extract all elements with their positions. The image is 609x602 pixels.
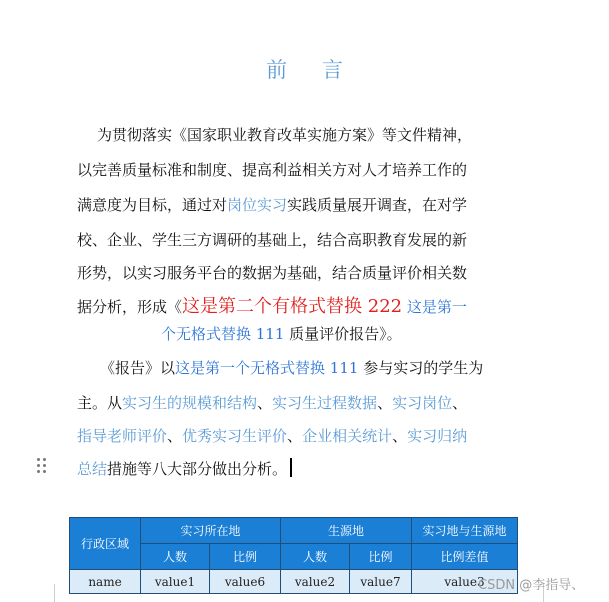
paragraph-line (161, 323, 603, 344)
text-run-highlight: 指导老师评价 (77, 427, 168, 445)
drag-handle-icon[interactable] (37, 458, 47, 474)
table-cell[interactable]: value7 (350, 570, 412, 594)
text-run-highlight: 实习岗位 (392, 394, 453, 412)
unformatted-replacement: 这是第一个无格式替换 111 (175, 359, 359, 377)
table-header-row (70, 518, 518, 544)
text-run: 、 (257, 394, 273, 412)
paragraph-line (77, 194, 519, 215)
text-run: 措施等八大部分做出分析。 (107, 460, 288, 478)
table-cell[interactable]: value1 (141, 570, 210, 594)
statistics-table[interactable] (69, 517, 518, 594)
text-run: 满意度为目标，通过对 (77, 196, 228, 214)
page-corner-mark (54, 584, 55, 602)
text-run-highlight: 实习归纳 (407, 427, 468, 445)
header-region: 行政区域 (70, 518, 141, 570)
paragraph-line (97, 124, 539, 145)
text-run-highlight: 优秀实习生评价 (182, 427, 288, 445)
text-run: 主。从 (77, 394, 123, 412)
text-run: 《报告》以 (100, 359, 176, 377)
table-row[interactable] (70, 570, 518, 594)
paragraph-line (77, 292, 519, 318)
table-cell[interactable]: value6 (210, 570, 281, 594)
text-run: 校、企业、学生三方调研的基础上，结合高职教育发展的新 (77, 231, 468, 249)
paragraph-line (77, 262, 519, 283)
header-count: 人数 (141, 544, 210, 570)
header-diff-ratio: 比例差值 (412, 544, 518, 570)
header-source: 生源地 (281, 518, 412, 544)
table-cell[interactable]: value3 (412, 570, 518, 594)
paragraph-line (77, 392, 519, 413)
text-run-highlight: 企业相关统计 (302, 427, 393, 445)
table-cell[interactable]: name (70, 570, 141, 594)
header-ratio: 比例 (210, 544, 281, 570)
header-count: 人数 (281, 544, 350, 570)
table-cell[interactable]: value2 (281, 570, 350, 594)
text-run: 参与实习的学生为 (358, 359, 484, 377)
text-run: 据分析，形成《 (77, 298, 183, 316)
text-run-highlight: 岗位实习 (227, 196, 288, 214)
text-run: 、 (452, 394, 468, 412)
text-run-highlight: 总结 (77, 460, 108, 478)
text-run: 、 (287, 427, 303, 445)
unformatted-replacement: 个无格式替换 111 (161, 325, 285, 343)
text-run: 以完善质量标准和制度、提高利益相关方对人才培养工作的 (77, 161, 468, 179)
text-cursor[interactable] (290, 458, 292, 477)
text-run: 质量评价报告》。 (284, 325, 402, 343)
formatted-replacement: 这是第二个有格式替换 222 (182, 296, 403, 317)
text-run: 为贯彻落实《国家职业教育改革实施方案》等文件精神， (97, 126, 473, 144)
text-run: 、 (392, 427, 408, 445)
text-run: 实践质量展开调查，在对学 (287, 196, 468, 214)
text-run: 形势，以实习服务平台的数据为基础，结合质量评价相关数 (77, 264, 468, 282)
paragraph-line (100, 357, 542, 378)
page-title: 前 言 (266, 58, 357, 82)
text-run-highlight: 实习生的规模和结构 (122, 394, 258, 412)
watermark: CSDN @李指导、 (478, 578, 585, 593)
header-location: 实习所在地 (141, 518, 281, 544)
paragraph-line (77, 159, 519, 180)
text-run-highlight: 实习生过程数据 (272, 394, 378, 412)
header-diff: 实习地与生源地 (412, 518, 518, 544)
unformatted-replacement: 这是第一 (402, 298, 467, 316)
text-run: 、 (167, 427, 183, 445)
paragraph-line (77, 425, 519, 446)
header-ratio: 比例 (350, 544, 412, 570)
text-run: 、 (377, 394, 393, 412)
paragraph-line (77, 458, 519, 479)
paragraph-line (77, 229, 519, 250)
